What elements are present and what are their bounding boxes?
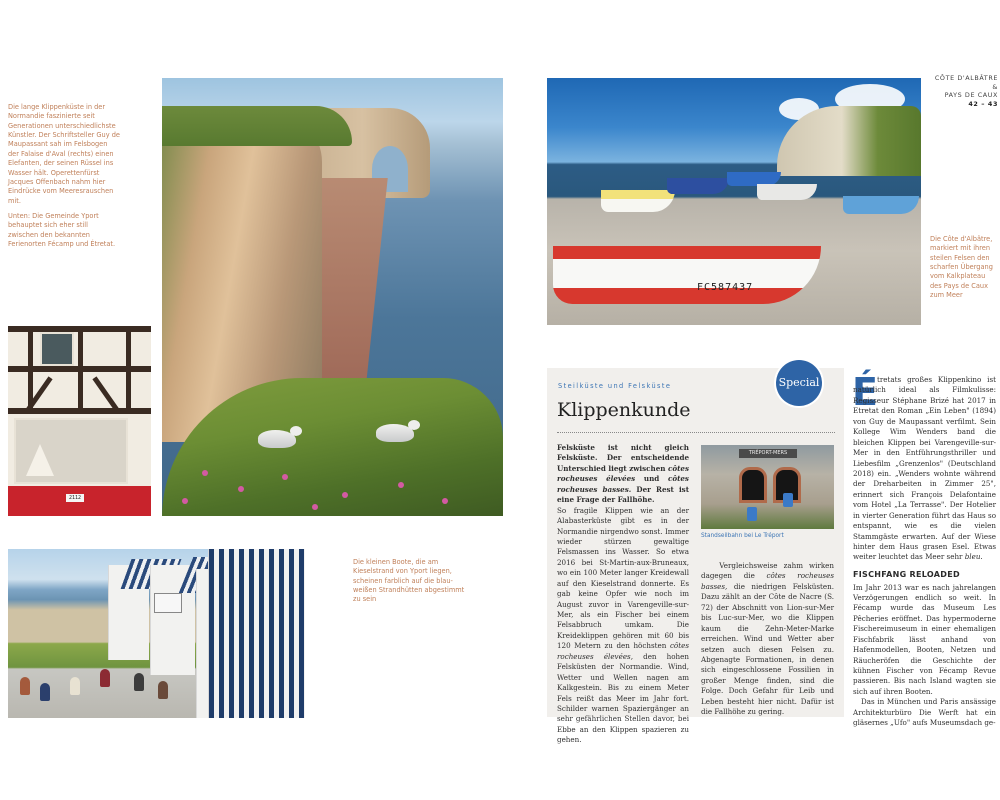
house-window [40, 332, 74, 366]
cafe-guest-shape [40, 683, 50, 701]
flower-shape [312, 504, 318, 510]
huts-caption [353, 558, 465, 611]
article-paragraph-1 [852, 370, 996, 563]
body-right-a: Vergleichsweise zahm wirken dagegen die [701, 561, 835, 581]
article-column [852, 370, 996, 729]
section-heading: FISCHFANG RELOADED [853, 569, 960, 579]
red-white-boat-shape [553, 246, 821, 304]
seagull-shape [258, 430, 296, 448]
special-title: Klippenkunde [557, 399, 691, 421]
article-p1-em: bleu. [964, 552, 983, 562]
timber-beam [78, 326, 83, 414]
yport-house-photo [8, 326, 151, 516]
page-numbers: 42 – 43 [968, 99, 998, 108]
article-paragraph-3: Das in München und Paris ansässige Architekturbüro Die Werft hat ein gläsernes „Ufo" aufs Museumsdach ge- [853, 697, 996, 728]
funicular-car-shape [783, 493, 793, 507]
boats-caption [930, 235, 996, 307]
body-left-b: den hohen Felsküsten der Normandie. Wind, Wetter und Wellen nagen am Kalkgestein. Bis zu einem Meter Fels reißt das Meer im Jahr fort. Schilder warnen Spaziergänger an sehr gefährlichen Stellen davor, bei Ebbe an den Klippen spazieren zu gehen. [557, 651, 689, 745]
special-kicker: Steilküste und Felsküste [558, 382, 672, 390]
cliff-caption [8, 103, 120, 255]
body-right-b: die niedrigen Felsküsten. Dazu zählt an der Côte de Nacre (S. 72) der Abschnitt von Lion-sur-Mer bis Luc-sur-Mer, wo die Klippen kaum die Zehn-Meter-Marke erreichen. Wind und Wetter aber setzen auch diesen Felsen zu. Abgenagte Formationen, in denen sich eingeschlossene Fossilien in großer Menge finden, sind die Folge. Doch Gefahr für Leib und Leben besteht hier nicht. Dafür ist die Fallhöhe zu gering. [701, 581, 834, 717]
boat-registration-number: FC587437 [697, 282, 754, 293]
lead-end: Der Rest ist eine Frage der Fallhöhe. [557, 484, 689, 505]
flower-shape [398, 482, 404, 488]
cafe-guest-shape [100, 669, 110, 687]
boat-shape [601, 190, 675, 212]
boats-caption-text: Die Côte d'Albâtre, markiert mit ihren steilen Felsen den scharfen Übergang vom Kalkplateau des Pays de Caux zum Meer [930, 235, 993, 300]
body-right-term: côtes rocheuses basses, [701, 571, 834, 591]
special-lead [557, 443, 689, 506]
cliff-top-grass-shape [162, 106, 352, 146]
lead-text: Felsküste ist nicht gleich Felsküste. Der entscheidende Unterschied liegt zwischen [557, 443, 689, 473]
lead-connector: und [643, 474, 660, 484]
cafe-guest-shape [70, 677, 80, 695]
striped-hut-wall [208, 549, 305, 718]
flower-shape [442, 498, 448, 504]
tunnel-sign: TRÉPORT-MERS [739, 449, 797, 458]
tunnel-portal [739, 467, 767, 503]
etretat-cliff-photo [162, 78, 503, 516]
boat-shape [757, 184, 817, 200]
hut-sign-shape [154, 593, 182, 613]
timber-beam [126, 326, 131, 414]
huts-caption-text: Die kleinen Boote, die am Kieselstrand von Yport liegen, scheinen farblich auf die blau-weißen Strandhütten abgestimmt zu sein [353, 558, 465, 604]
flower-shape [282, 474, 288, 480]
boats-beach-photo [547, 78, 921, 325]
beach-huts-photo [8, 549, 305, 718]
flower-shape [182, 498, 188, 504]
funicular-car-shape [747, 507, 757, 521]
hut-stripes-shape [209, 549, 305, 718]
flower-shape [342, 492, 348, 498]
boat-shape [843, 196, 919, 214]
lead-term-high: côtes rocheuses élevées [557, 463, 689, 484]
model-sailboat-shape [26, 444, 54, 476]
folio-section-line2: PAYS DE CAUX [944, 91, 998, 100]
title-divider [557, 432, 835, 433]
special-column-left [557, 443, 689, 746]
yport-caption-text: Unten: Die Gemeinde Yport behauptet sich eher still zwischen den bekannten Ferienorten Fécamp und Étretat. [8, 211, 116, 249]
article-p1-text: tretats großes Klippenkino ist natürlich ideal als Filmkulisse: Regisseur Stéphane Brizé hat 2017 in Etretat den Roman „Ein Leben" (1894) von Guy de Maupassant verfilmt. Sein Kollege Wim Wenders band die bleichen Klippen bei Varengeville-sur-Mer in den Entführungsthriller und Liebesfilm „Grenzenlos" (Deutschland 2018) ein. „Wenders wohnte während der Dreharbeiten in Zimmer 25", erinnert sich François Delafontaine vom Hotel „La Terrasse". Der Hotelier in vierter Generation führt das Haus so entspannt, wie es die vielen Stammgäste erwarten. Auf der Wiese hinter dem Haus grasen Esel. Etwas weiter leuchtet das Meer sehr [853, 375, 996, 562]
article-paragraph-2: Im Jahr 2013 war es nach jahrelangen Verzögerungen endlich so weit. In Fécamp wurde das Museum Les Pêcheries eröffnet. Das hypermoderne Fischereimuseum in einer ehemaligen Fischfabrik lässt anhand von Hafenmodellen, Booten, Netzen und Räucheröfen die Geschichte der kühnen Fischer von Fécamp Revue passieren. Bis nach Island wagten sie sich auf ihren Booten. [853, 582, 996, 696]
page-folio [928, 74, 998, 109]
flower-shape [202, 470, 208, 476]
dropcap-letter: É [852, 370, 878, 414]
special-badge: Special [776, 360, 822, 406]
house-number-plate: 2112 [66, 494, 84, 502]
flower-shape [238, 486, 244, 492]
special-column-right [701, 561, 834, 718]
body-left-a: So fragile Klippen wie an der Alabasterküste gibt es in der Normandie nirgendwo sonst. Immer wieder stürzen gewaltige Felsmassen ins Wasser. So etwa 2016 bei St-Martin-aux-Bruneaux, wo ein 100 Meter langer Kreidewall auf den Kieselstrand donnerte. Es gab keine Opfer wie noch im August zuvor in Varengeville-sur-Mer, als ein Fischer bei einem Felsabbruch umkam. Die Kreideklippen gehören mit 60 bis 120 Metern zu den höchsten [557, 505, 689, 651]
special-body-right [701, 561, 834, 718]
boat-shape [667, 178, 729, 194]
cliff-caption-text: Die lange Klippenküste in der Normandie faszinierte seit Generationen unterschiedlichste Künstler. Der Schriftsteller Guy de Maupassant sah im Felsbogen der Falaise d'Aval (rechts) einen Elefanten, der seinen Rüssel ins Wasser hält. Operettenfürst Jacques Offenbach nahm hier Eindrücke vom Meeresrauschen mit. [8, 103, 120, 205]
special-body-left [557, 506, 689, 746]
seagull-shape [376, 424, 414, 442]
funicular-caption: Standseilbahn bei Le Tréport [701, 533, 784, 539]
cafe-guest-shape [20, 677, 30, 695]
cafe-guest-shape [134, 673, 144, 691]
funicular-photo [701, 445, 834, 529]
folio-section-line1: CÔTE D'ALBÂTRE & [934, 74, 998, 91]
cafe-guest-shape [158, 681, 168, 699]
body-left-term: côtes rocheuses élevées, [557, 641, 689, 661]
lead-term-low: côtes rocheuses basses. [557, 474, 689, 494]
